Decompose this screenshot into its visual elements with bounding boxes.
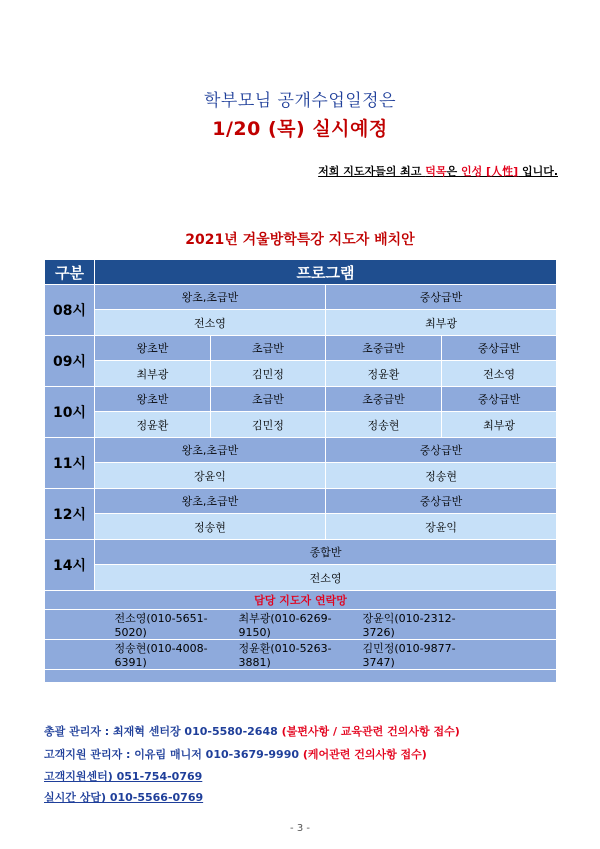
table-row [45,285,557,310]
header-category: 구분 [45,260,95,285]
footer-manager [44,723,460,739]
teacher-cell: 정송현 [326,412,442,438]
teacher-cell: 전소영 [95,310,326,336]
class-cell: 초중급반 [326,336,442,361]
teacher-cell: 최부광 [95,361,211,387]
table-row [45,489,557,514]
time-label: 10시 [45,387,95,438]
footer-realtime: 실시간 상담) 010-5566-0769 [44,791,204,804]
contact-entry: 정윤환(010-5263-3881) [238,642,332,669]
page-number: - 3 - [290,823,310,834]
motto-suffix: 입니다. [518,165,558,178]
table-row [45,438,557,463]
header-program: 프로그램 [95,260,557,285]
contacts-bottom-row [45,670,557,683]
class-cell: 중상급반 [442,387,557,412]
contact-entry: 최부광(010-6269-9150) [238,612,332,639]
class-cell: 왕초,초급반 [95,285,326,310]
motto-word-character: 인성 [人性] [460,165,519,178]
table-row [45,336,557,361]
support-text: 고객지원 관리자 : 이유림 매니저 010-3679-9990 [44,748,303,761]
schedule-table [44,259,557,683]
table-row [45,565,557,591]
table-header-row [45,260,557,285]
teacher-cell: 김민정 [211,412,326,438]
teacher-cell: 최부광 [442,412,557,438]
class-cell: 왕초반 [95,336,211,361]
table-row [45,514,557,540]
table-row [45,540,557,565]
contact-entry: 정송현(010-4008-6391) [114,642,208,669]
time-label: 12시 [45,489,95,540]
footer-support [44,746,427,762]
table-row [45,463,557,489]
motto-text [318,163,558,179]
teacher-cell: 전소영 [95,565,557,591]
time-label: 14시 [45,540,95,591]
table-row [45,387,557,412]
table-row [45,412,557,438]
teacher-cell: 정윤환 [95,412,211,438]
table-title: 2021년 겨울방학특강 지도자 배치안 [185,232,415,248]
support-note: (케어관련 건의사항 접수) [302,748,427,761]
contacts-spacer [45,670,557,683]
class-cell: 중상급반 [326,285,557,310]
time-label: 09시 [45,336,95,387]
teacher-cell: 정송현 [326,463,557,489]
class-cell: 왕초,초급반 [95,438,326,463]
class-cell: 중상급반 [326,489,557,514]
teacher-cell: 정윤환 [326,361,442,387]
contact-entry: 장윤익(010-2312-3726) [362,612,456,639]
heading-line-1: 학부모님 공개수업일정은 [203,91,397,111]
class-cell: 중상급반 [326,438,557,463]
class-cell: 초중급반 [326,387,442,412]
contacts-line [45,610,557,640]
class-cell: 왕초,초급반 [95,489,326,514]
class-cell: 중상급반 [442,336,557,361]
contact-entry: 전소영(010-5651-5020) [114,612,208,639]
contact-entry: 김민정(010-9877-3747) [362,642,456,669]
manager-note: (불편사항 / 교육관련 건의사항 접수) [281,725,460,738]
teacher-cell: 전소영 [442,361,557,387]
teacher-cell: 김민정 [211,361,326,387]
contacts-title: 담당 지도자 연락망 [45,591,557,610]
motto-prefix: 저희 지도자들의 최고 [318,165,426,178]
contacts-line [45,640,557,670]
class-cell: 초급반 [211,336,326,361]
heading-line-2: 1/20 (목) 실시예정 [212,118,388,140]
contacts-row [45,610,557,640]
motto-word-virtue: 덕목 [425,165,447,178]
teacher-cell: 최부광 [326,310,557,336]
teacher-cell: 장윤익 [326,514,557,540]
motto-mid: 은 [446,165,461,178]
teacher-cell: 정송현 [95,514,326,540]
manager-text: 총괄 관리자 : 최재혁 센터장 010-5580-2648 [44,725,282,738]
table-row [45,361,557,387]
time-label: 11시 [45,438,95,489]
footer-center: 고객지원센터) 051-754-0769 [44,770,203,783]
contacts-title-row [45,591,557,610]
time-label: 08시 [45,285,95,336]
contacts-row [45,640,557,670]
class-cell: 종합반 [95,540,557,565]
table-row [45,310,557,336]
teacher-cell: 장윤익 [95,463,326,489]
class-cell: 초급반 [211,387,326,412]
class-cell: 왕초반 [95,387,211,412]
